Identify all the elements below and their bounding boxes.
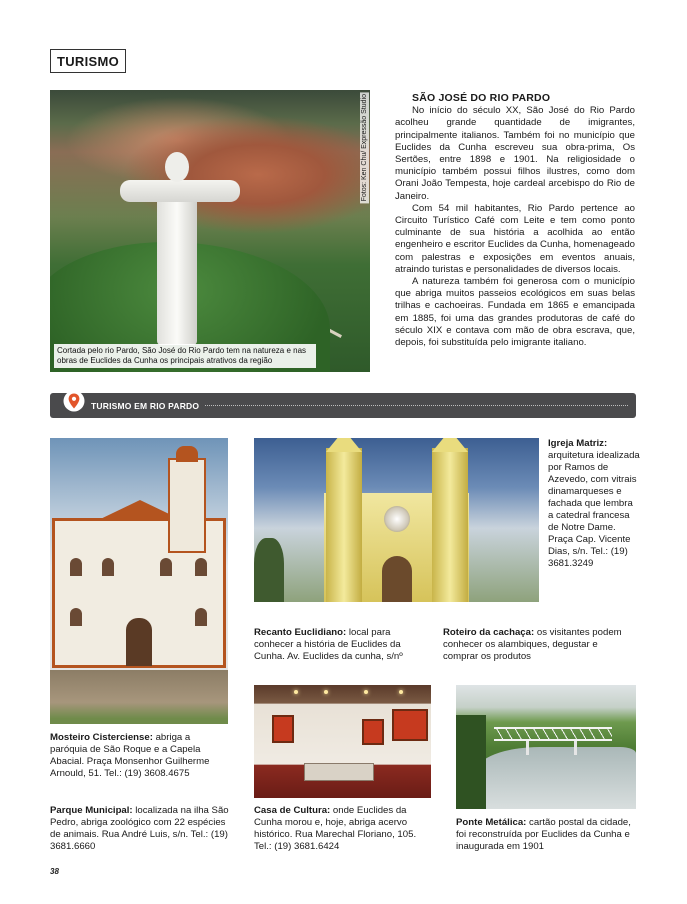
christ-statue-graphic (112, 150, 242, 370)
casa-de-cultura-photo (254, 685, 431, 798)
page-number: 38 (50, 867, 59, 876)
section-band (50, 393, 636, 418)
caption-text: localizada na ilha São Pedro, abriga zoológico com 22 espécies de animais. Rua André Luis, s/n. Tel.: (19) 3681.6660 (50, 805, 229, 852)
article-sao-jose (395, 92, 635, 349)
article-paragraph: Com 54 mil habitantes, Rio Pardo pertence ao Circuito Turístico Café com Leite e tem como ponto culminante de sua história a acolhida ao então engenheiro e escritor Euclides da Cunha, homenageado com palestras e exposições em eventos anuais, atraindo turistas e personalidades de diversos locais. (395, 202, 636, 275)
cristo-city-photo (50, 90, 370, 372)
igreja-matriz-photo (254, 438, 539, 602)
caption-text: local para conhecer a história de Euclides da Cunha. Av. Euclides da cunha, s/nº (254, 627, 403, 662)
caption-mosteiro (50, 732, 230, 780)
caption-recanto (254, 627, 429, 663)
caption-parque (50, 805, 230, 853)
caption-title: Mosteiro Cisterciense: (50, 732, 153, 743)
caption-title: Casa de Cultura: (254, 805, 331, 816)
caption-title: Roteiro da cachaça: (443, 627, 535, 638)
caption-text: os visitantes podem conhecer os alambiques, degustar e comprar os produtos (443, 627, 622, 662)
band-label: TURISMO EM RIO PARDO (91, 400, 200, 411)
caption-igreja-matriz (548, 438, 640, 570)
hero-caption: Cortada pelo rio Pardo, São José do Rio Pardo tem na natureza e nas obras de Euclides da Cunha os principais atrativos da região (54, 344, 316, 368)
map-pin-icon (63, 390, 85, 412)
dotted-rule (205, 405, 628, 406)
article-paragraph: No início do século XX, São José do Rio Pardo acolheu grande quantidade de imigrantes, principalmente italianos. Também foi no município que Euclides da Cunha escreveu sua obra-prima, Os Sertões, entre 1898 e 1901. Na religiosidade o município também possui filhos ilustres, como dom Orani João Tempesta, hoje cardeal arcebispo do Rio de Janeiro. (395, 105, 635, 202)
article-title: SÃO JOSÉ DO RIO PARDO (412, 92, 551, 104)
photo-credit: Fotos: Ken Chu/ Expressão Studio (361, 94, 368, 202)
caption-ponte (456, 817, 638, 853)
mosteiro-photo (50, 438, 228, 724)
caption-title: Recanto Euclidiano: (254, 627, 347, 638)
caption-roteiro (443, 627, 633, 663)
caption-text: cartão postal da cidade, foi reconstruída por Euclides da Cunha e inaugurada em 1901 (456, 817, 631, 852)
caption-title: Parque Municipal: (50, 805, 133, 816)
caption-text: arquitetura idealizada por Ramos de Azevedo, com vitrais dinamarqueses e fachada que lembra a catedral francesa de Notre Dame. Praça Cap. Vicente Dias, s/n. Tel.: (19) 3681.3249 (548, 450, 640, 569)
caption-text: onde Euclides da Cunha morou e, hoje, abriga acervo histórico. Rua Marechal Floriano, 105. Tel.: (19) 3681.6424 (254, 805, 417, 852)
caption-cultura (254, 805, 432, 853)
section-label: TURISMO (50, 49, 126, 73)
caption-title: Igreja Matriz: (548, 438, 608, 449)
ponte-metalica-photo (456, 685, 636, 809)
caption-title: Ponte Metálica: (456, 817, 527, 828)
article-paragraph: A natureza também foi generosa com o município que abriga muitos passeios ecológicos em suas belas trilhas e cachoeiras. Fundada em 1865 e emancipada em 1885, foi uma das grandes produtoras de café do século XIX e contava com mão de obra escrava, que, depois, foi substituída pelo imigrante italiano. (395, 276, 635, 349)
caption-text: abriga a paróquia de São Roque e a Capela Abacial. Praça Monsenhor Guilherme Arnould, 51. Tel.: (19) 3608.4675 (50, 732, 210, 779)
